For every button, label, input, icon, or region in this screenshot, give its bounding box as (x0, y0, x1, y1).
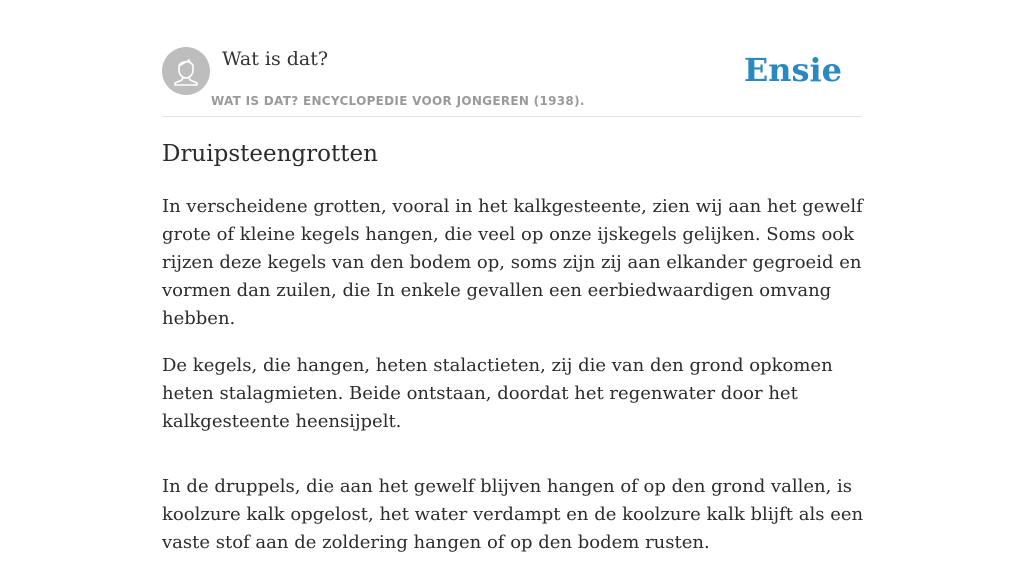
article-title: Druipsteengrotten (162, 141, 378, 167)
user-icon[interactable] (162, 47, 210, 95)
source-header (162, 47, 862, 117)
article-paragraph: De kegels, die hangen, heten stalactieten, zij die van den grond opkomen heten stalagmieten. Beide ontstaan, doordat het regenwater door het kalkgesteente heensijpelt. (162, 355, 833, 432)
article-paragraph: In verscheidene grotten, vooral in het kalkgesteente, zien wij aan het gewelf grote of kleine kegels hangen, die veel op onze ijskegels gelijken. Soms ook rijzen deze kegels van den bodem op, soms zijn zij aan elkander gegroeid en vormen dan zuilen, die In enkele gevallen een eerbiedwaardigen omvang hebben. (162, 196, 863, 329)
article-paragraph: In de druppels, die aan het gewelf blijven hangen of op den grond vallen, is koolzure kalk opgelost, het water verdampt en de koolzure kalk blijft als een vaste stof aan de zoldering hangen of op den bodem rusten. (162, 476, 864, 553)
source-title[interactable]: Wat is dat? (222, 48, 329, 70)
article (162, 138, 866, 576)
brand-logo[interactable]: Ensie (743, 51, 842, 89)
source-subtitle[interactable]: WAT IS DAT? ENCYCLOPEDIE VOOR JONGEREN (1938). (211, 94, 585, 108)
